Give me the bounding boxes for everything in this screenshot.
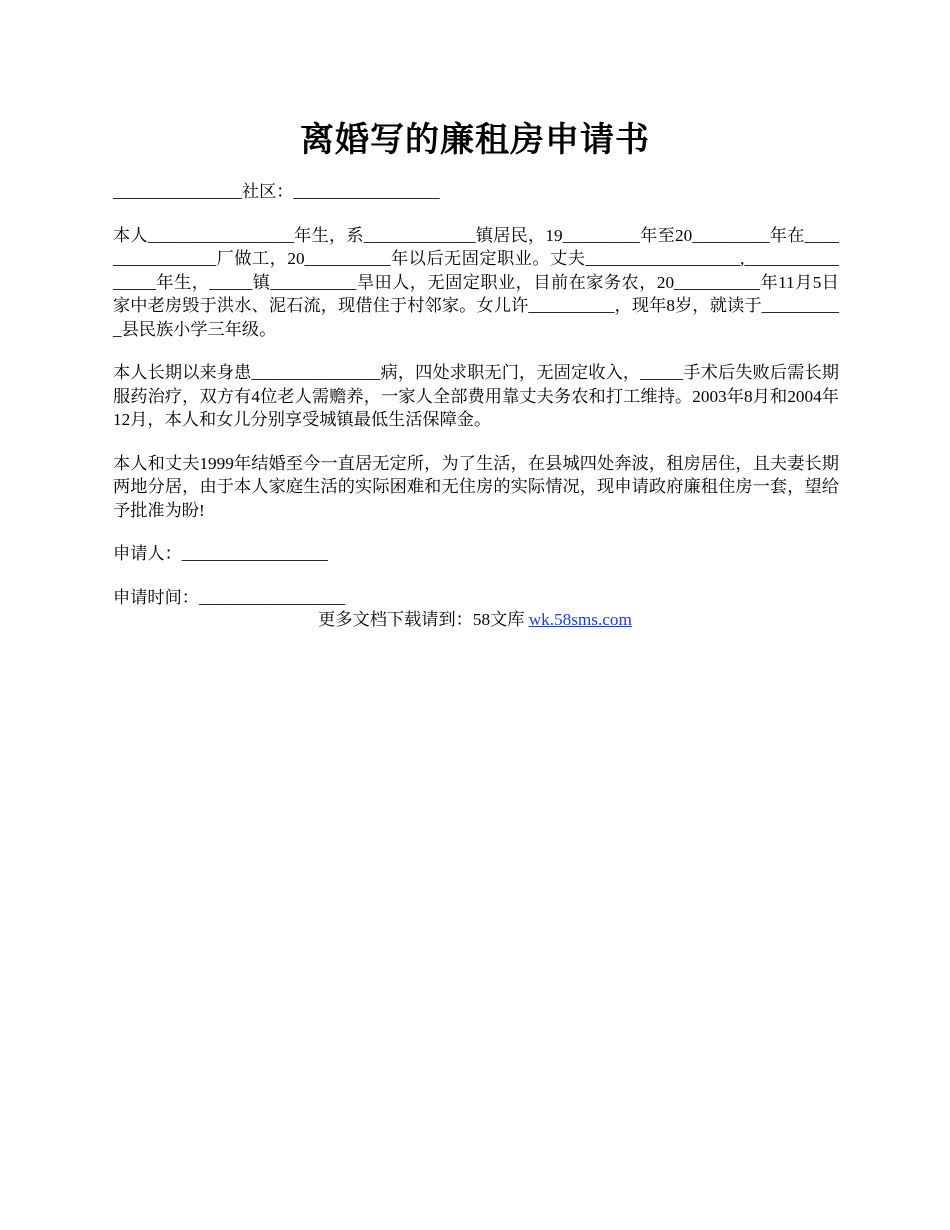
footer-link[interactable]: wk.58sms.com [528, 610, 632, 629]
applicant-line: 申请人：_________________ [113, 544, 328, 563]
application-date-line: 申请时间：_________________ [113, 587, 346, 607]
paragraph-health-income: 本人长期以来身患_______________病，四处求职无门，无固定收入，_____手术后失败后需长期服药治疗，双方有4位老人需赡养，一家人全部费用靠丈夫务农和打工维持。2003年8月和2004年12月，本人和女儿分别享受城镇最低生活保障金。 [113, 363, 839, 429]
document-body [113, 180, 839, 629]
paragraph-personal-info: 本人_________________年生，系_____________镇居民，19_________年至20_________年在________________厂做工，20__________年以后无固定职业。丈夫__________________,________________年生，_____镇__________旱田人，无固定职业，目前在家务农，20__________年11月5日家中老房毁于洪水、泥石流，现借住于村邻家。女儿许__________，现年8岁，就读于__________县民族小学三年级。 [113, 225, 839, 339]
community-line: _______________社区：_________________ [113, 182, 440, 201]
footer [0, 608, 950, 632]
footer-text: 更多文档下载请到：58文库 [318, 610, 529, 629]
document-title: 离婚写的廉租房申请书 [300, 120, 650, 160]
paragraph-request: 本人和丈夫1999年结婚至今一直居无定所，为了生活，在县城四处奔波，租房居住，且夫妻长期两地分居，由于本人家庭生活的实际困难和无住房的实际情况，现申请政府廉租住房一套，望给予批准为盼! [113, 453, 839, 520]
